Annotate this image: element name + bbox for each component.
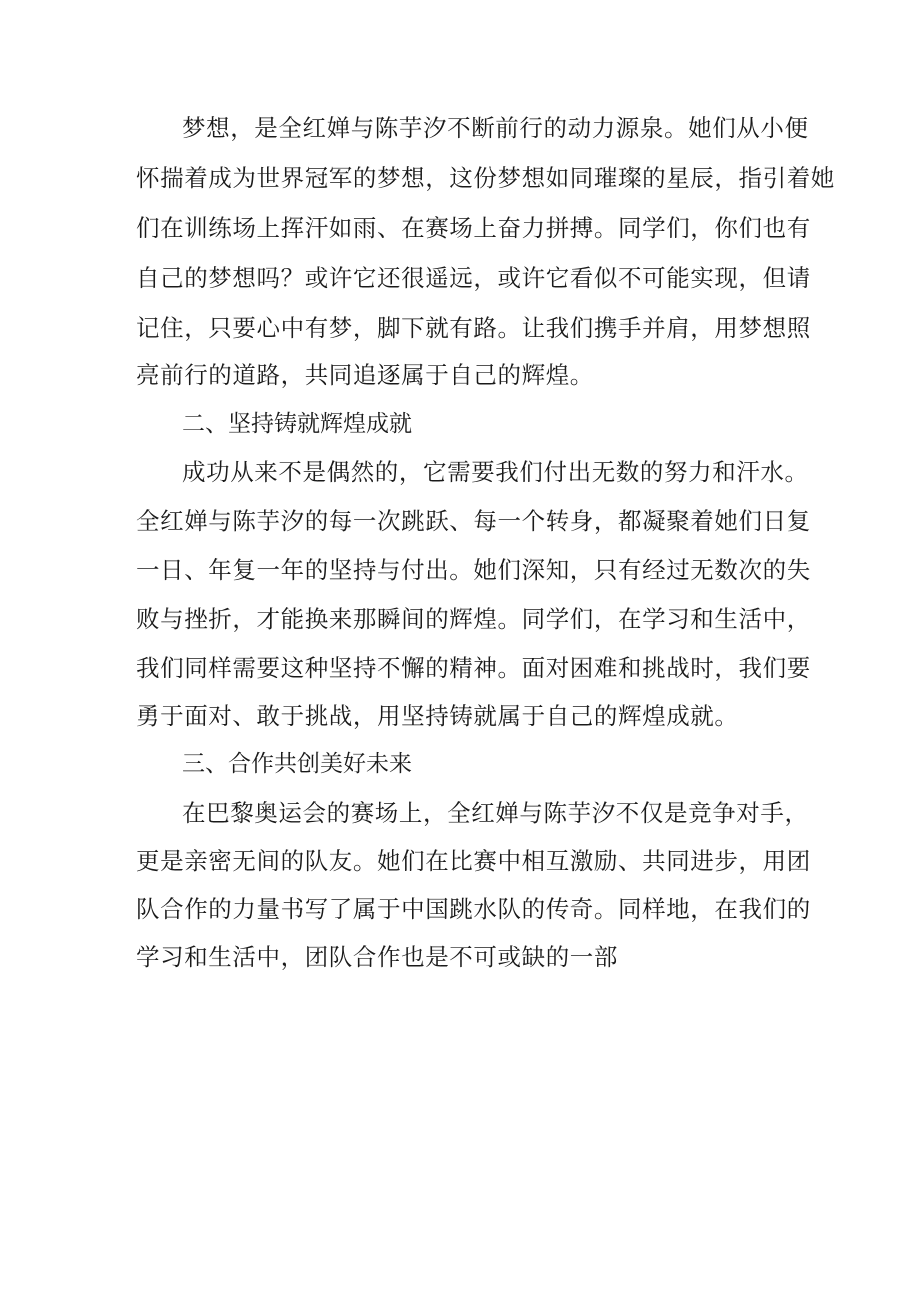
text-line: 一日、年复一年的坚持与付出。她们深知，只有经过无数次的失 (136, 556, 811, 584)
text-line: 勇于面对、敢于挑战，用坚持铸就属于自己的辉煌成就。 (136, 702, 739, 730)
section-heading: 二、坚持铸就辉煌成就 (182, 411, 412, 437)
text-line: 全红婵与陈芋汐的每一次跳跃、每一个转身，都凝聚着她们日复 (136, 507, 811, 535)
text-line: 怀揣着成为世界冠军的梦想，这份梦想如同璀璨的星辰，指引着她 (136, 164, 835, 192)
text-line: 亮前行的道路，共同追逐属于自己的辉煌。 (136, 361, 594, 389)
section-heading: 三、合作共创美好未来 (182, 751, 412, 777)
text-line: 自己的梦想吗？或许它还很遥远，或许它看似不可能实现，但请 (136, 264, 811, 292)
text-line: 更是亲密无间的队友。她们在比赛中相互激励、共同进步，用团 (136, 847, 811, 875)
text-line: 队合作的力量书写了属于中国跳水队的传奇。同样地，在我们的 (136, 895, 811, 923)
text-line: 记住，只要心中有梦，脚下就有路。让我们携手并肩，用梦想照 (136, 314, 811, 342)
text-line: 我们同样需要这种坚持不懈的精神。面对困难和挑战时，我们要 (136, 654, 811, 682)
text-line: 败与挫折，才能换来那瞬间的辉煌。同学们，在学习和生活中， (136, 605, 811, 633)
text-line: 学习和生活中，团队合作也是不可或缺的一部 (136, 943, 618, 971)
text-line: 成功从来不是偶然的，它需要我们付出无数的努力和汗水。 (182, 458, 809, 486)
text-line: 们在训练场上挥汗如雨、在赛场上奋力拼搏。同学们，你们也有 (136, 214, 811, 242)
text-line: 梦想，是全红婵与陈芋汐不断前行的动力源泉。她们从小便 (182, 114, 809, 142)
text-line: 在巴黎奥运会的赛场上，全红婵与陈芋汐不仅是竞争对手， (182, 799, 809, 827)
